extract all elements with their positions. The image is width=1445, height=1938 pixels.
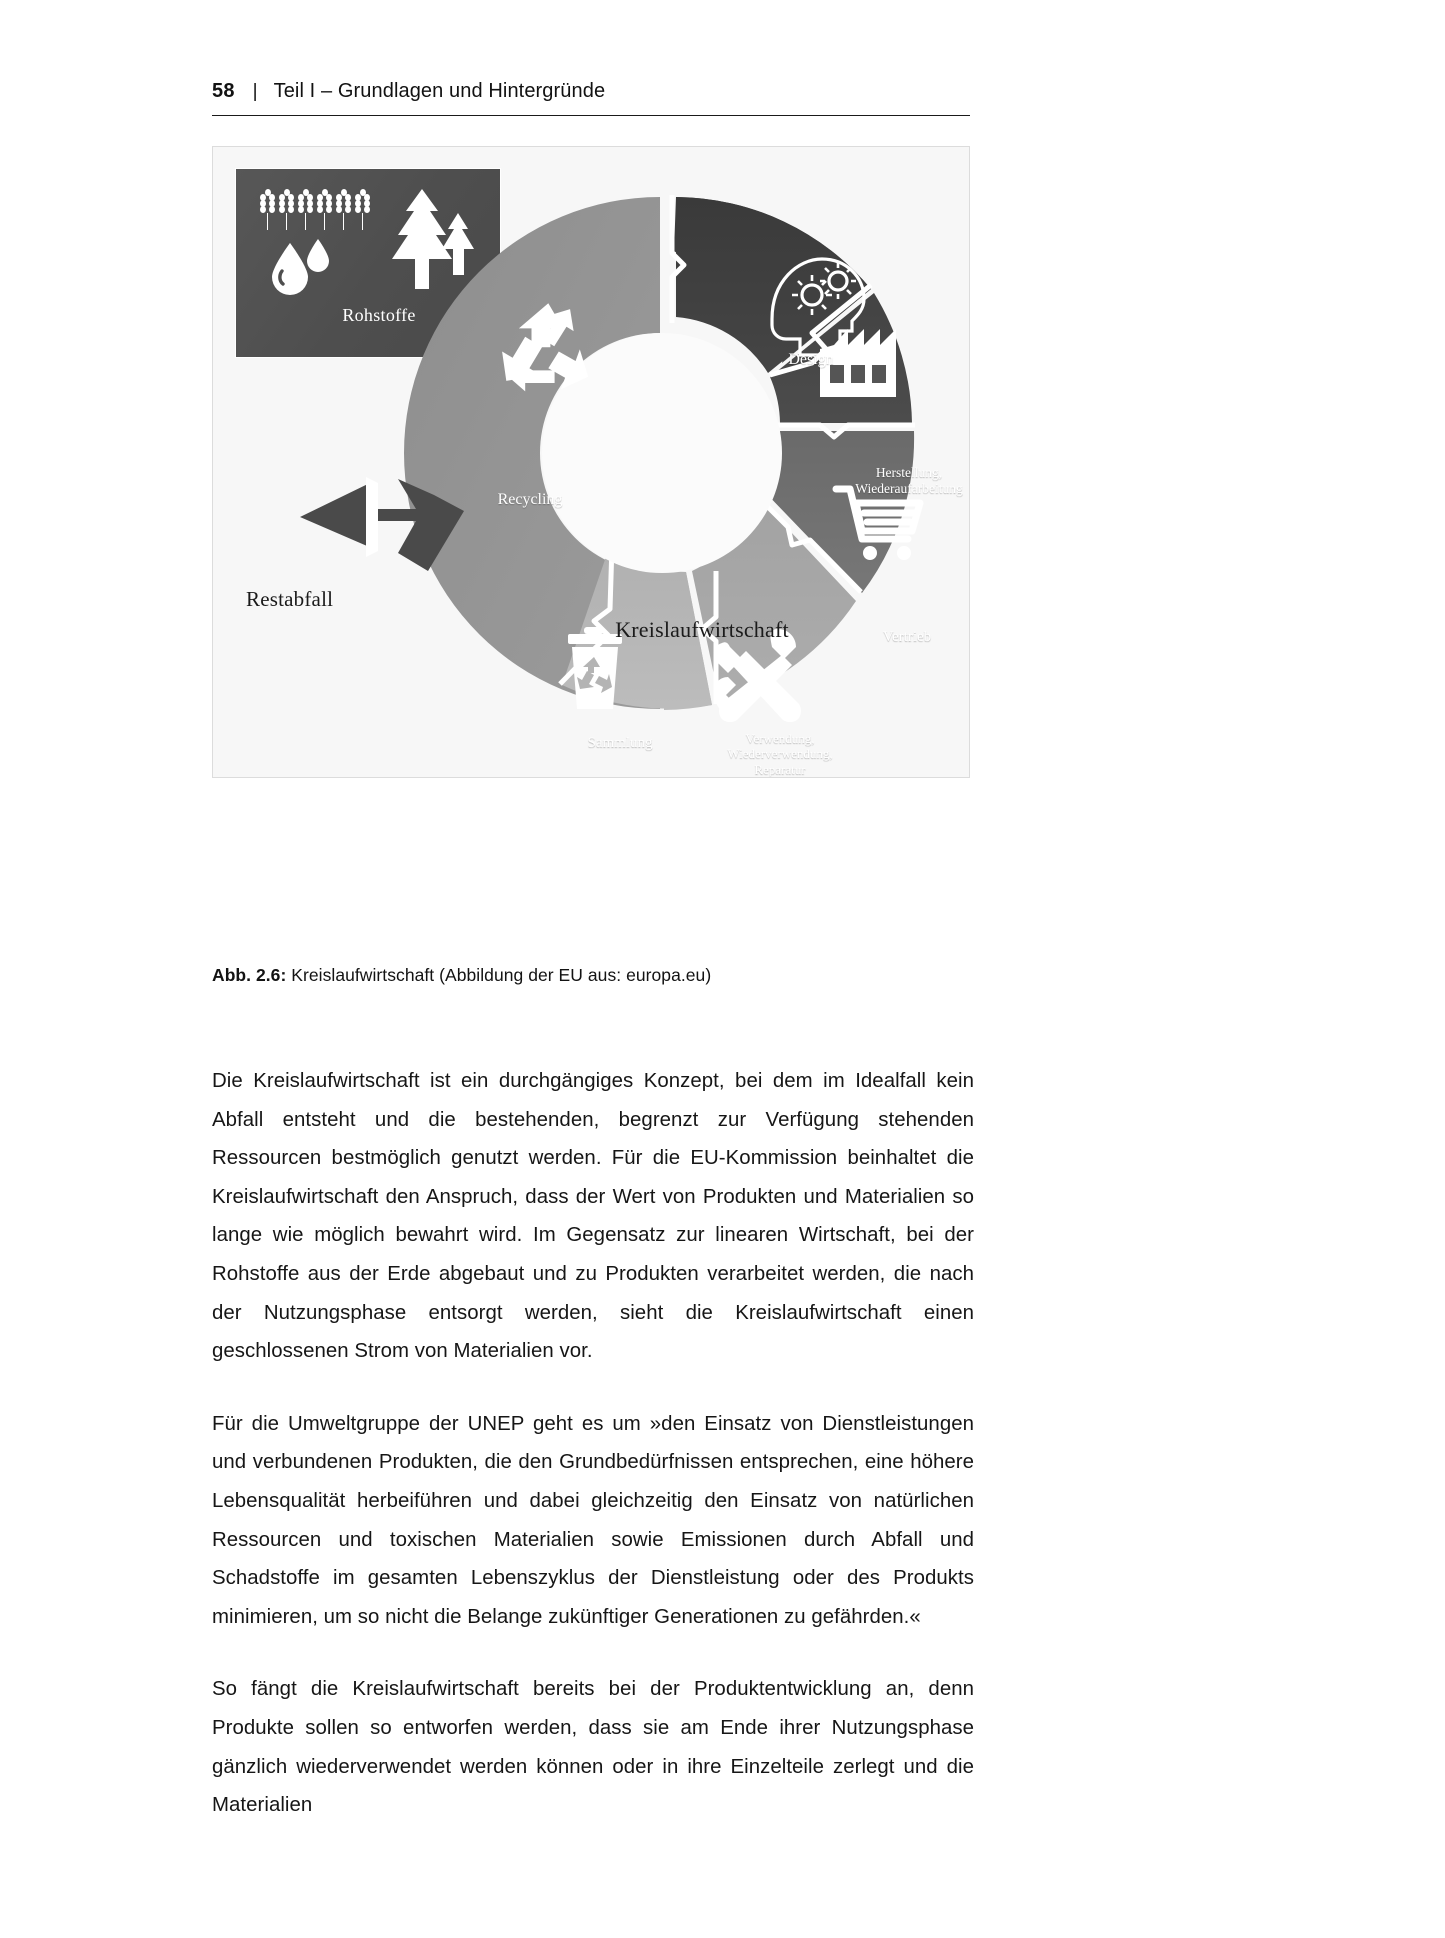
figure-container bbox=[212, 146, 970, 778]
ring-svg bbox=[382, 173, 942, 773]
paragraph-3: So fängt die Kreislaufwirtschaft bereits bei der Produktentwicklung an, denn Produkte sollen so entworfen werden, dass sie am Ende ihrer Nutzungsphase gänzlich wiederverwendet werden können oder in ihre Einzelteile zerlegt und die Materialien bbox=[212, 1678, 974, 1817]
figure-caption bbox=[212, 965, 992, 986]
restabfall-label: Restabfall bbox=[246, 587, 334, 611]
restabfall-arrow-icon bbox=[278, 475, 468, 595]
segment-label-herstellung: Herstellung, Wiederaufarbeitung bbox=[855, 465, 963, 496]
wheat-icon bbox=[260, 189, 370, 231]
page-number: 58 bbox=[212, 80, 235, 102]
segment-label-sammlung: Sammlung bbox=[587, 735, 653, 751]
paragraph-1: Die Kreislaufwirtschaft ist ein durchgängiges Konzept, bei dem im Idealfall kein Abfall entsteht und die bestehenden, begrenzt zur Verfügung stehenden Ressourcen bestmöglich genutzt werden. Für die EU-Kommission beinhaltet die Kreislaufwirtschaft den Anspruch, dass der Wert von Produkten und Materialien so lange wie möglich bewahrt wird. Im Gegensatz zur linearen Wirtschaft, bei der Rohstoffe aus der Erde abgebaut und zu Produkten verarbeitet werden, die nach der Nutzungsphase entsorgt werden, sieht die Kreislaufwirtschaft einen geschlossenen Strom von Materialien vor. bbox=[212, 1070, 974, 1363]
circular-economy-ring bbox=[382, 173, 963, 777]
header-separator: | bbox=[252, 81, 258, 102]
ring-center-label: Kreislaufwirtschaft bbox=[615, 617, 789, 642]
raw-materials-label: Rohstoffe bbox=[342, 305, 416, 325]
water-drop-icon bbox=[268, 237, 340, 297]
figure-canvas bbox=[224, 157, 963, 777]
segment-label-verwendung: Verwendung, Wiederverwendung, Reparatur bbox=[727, 731, 833, 777]
body-text bbox=[212, 1062, 974, 1825]
figure-caption-number: Abb. 2.6: bbox=[212, 965, 292, 985]
header-title: Teil I – Grundlagen und Hintergründe bbox=[273, 80, 606, 102]
segment-label-design: Design bbox=[788, 351, 834, 368]
segment-label-vertrieb: Vertrieb bbox=[882, 629, 932, 645]
running-head bbox=[212, 80, 970, 116]
paragraph-2: Für die Umweltgruppe der UNEP geht es um »den Einsatz von Dienstleistungen und verbundenen Produkten, die den Grundbedürfnissen entsprechen, eine höhere Lebensqualität herbeiführen und dabei gleichzeitig den Einsatz von natürlichen Ressourcen und toxischen Materialien sowie Emissionen durch Abfall und Schadstoffe im gesamten Lebenszyklus der Dienstleistung oder des Produkts minimieren, um so nicht die Belange zukünftiger Generationen zu gefährden.« bbox=[212, 1412, 974, 1628]
figure-caption-text: Kreislaufwirtschaft (Abbildung der EU aus: europa.eu) bbox=[291, 965, 712, 985]
segment-label-recycling: Recycling bbox=[497, 491, 563, 508]
